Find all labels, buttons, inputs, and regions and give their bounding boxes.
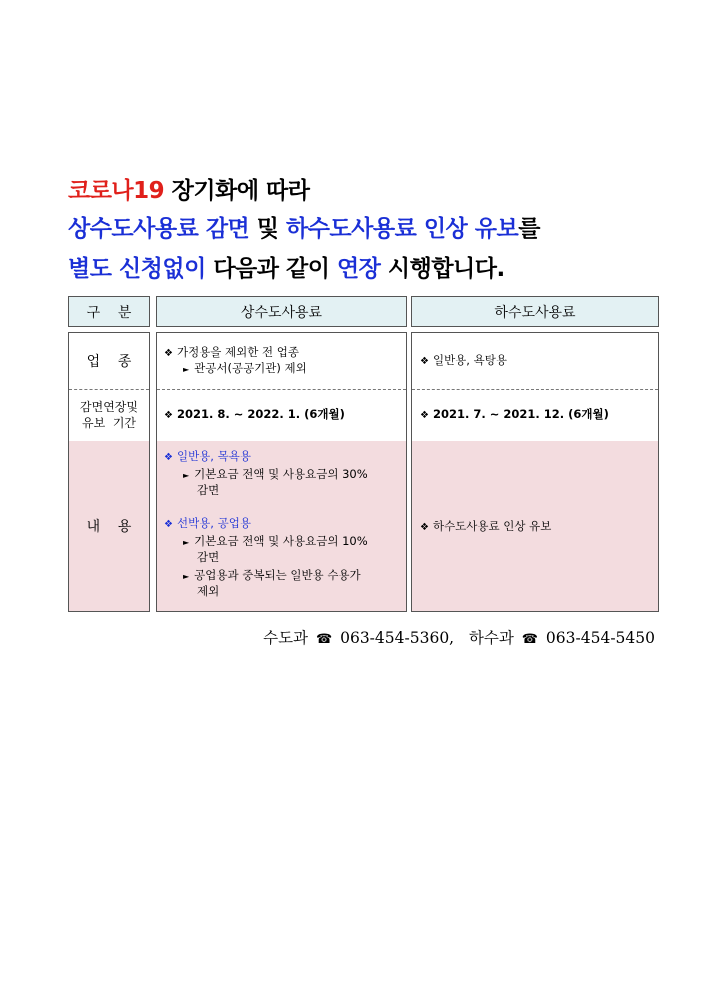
label-content: 내 용 [69,441,149,611]
water-group1-title: ❖ 일반용, 목욕용 [164,449,251,463]
sewer-dept-label: 하수과 [468,629,514,647]
diamond-bullet-icon: ❖ [420,410,429,421]
headline-line-1 [68,176,310,206]
water-industry-item: ❖ 가정용을 제외한 전 업종 [164,345,300,359]
water-content-group2 [157,506,406,611]
sewer-dept-phone: 063-454-5450 [545,629,655,647]
water-industry-sub: ► 관공서(공공기관) 제외 [183,361,307,375]
diamond-bullet-icon: ❖ [164,410,173,421]
header-water-fee: 상수도사용료 [156,296,407,327]
sewer-column [411,332,659,612]
telephone-icon: ☎ [521,632,538,647]
label-industry: 업 종 [69,333,149,390]
sewer-industry-cell [412,333,658,390]
triangle-bullet-icon: ► [183,365,190,374]
label-column [68,332,150,612]
headline-line1-rest: 장기화에 따라 [164,178,310,204]
header-category: 구 분 [68,296,150,327]
label-period: 감면연장및 유보 기간 [69,389,149,442]
water-dept-phone: 063-454-5360, [340,629,455,647]
triangle-bullet-icon: ► [183,471,190,480]
sewer-period-cell [412,389,658,442]
water-group2-sub1-cont: 감면 [197,550,220,564]
telephone-icon: ☎ [315,632,333,647]
water-period-cell [157,389,406,442]
triangle-bullet-icon: ► [183,572,190,581]
water-column [156,332,407,612]
headline-no-application: 별도 신청없이 [68,256,206,282]
headline-particle: 를 [518,216,540,242]
diamond-bullet-icon: ❖ [420,522,429,533]
diamond-bullet-icon: ❖ [164,348,173,359]
water-group2-title: ❖ 선박용, 공업용 [164,516,251,530]
water-content-group1 [157,441,406,507]
diamond-bullet-icon: ❖ [164,452,173,463]
sewer-period-item: ❖ 2021. 7. ~ 2021. 12. (6개월) [420,407,609,421]
water-group1-sub: ► 기본요금 전액 및 사용요금의 30% [183,467,368,481]
headline-line-2 [68,214,540,244]
sewer-content-item: ❖ 하수도사용료 인상 유보 [420,519,552,533]
headline-implement: 시행합니다. [380,256,505,282]
headline-extension: 연장 [336,256,381,282]
headline-as-follows: 다음과 같이 [205,256,337,282]
headline-sewer-deferral: 하수도사용료 인상 유보 [286,216,519,242]
water-group2-sub2: ► 공업용과 중복되는 일반용 수용가 [183,568,361,582]
diamond-bullet-icon: ❖ [420,356,429,367]
water-dept-label: 수도과 [263,629,309,647]
water-group1-sub-cont: 감면 [197,483,220,497]
diamond-bullet-icon: ❖ [164,519,173,530]
contact-footer [263,626,655,648]
headline-line-3 [68,254,505,284]
water-group2-sub1: ► 기본요금 전액 및 사용요금의 10% [183,534,368,548]
sewer-industry-item: ❖ 일반용, 욕탕용 [420,353,507,367]
water-industry-cell [157,333,406,390]
sewer-content-cell [412,441,658,611]
headline-and: 및 [249,216,286,242]
headline-water-reduction: 상수도사용료 감면 [68,216,250,242]
water-period-item: ❖ 2021. 8. ~ 2022. 1. (6개월) [164,407,345,421]
header-sewer-fee: 하수도사용료 [411,296,659,327]
headline-covid: 코로나19 [68,178,165,204]
triangle-bullet-icon: ► [183,538,190,547]
water-group2-sub2-cont: 제외 [197,584,220,598]
